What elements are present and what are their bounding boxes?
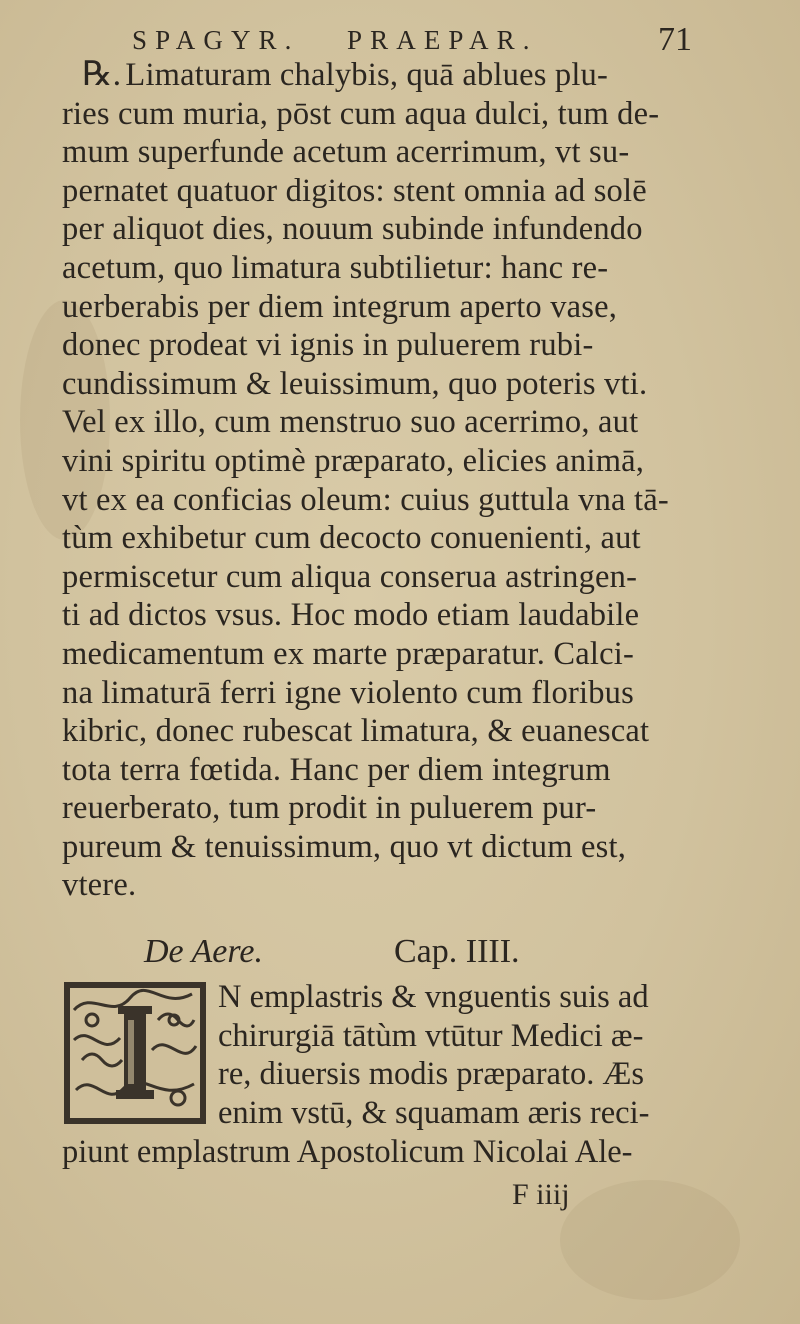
section-title: De Aere. <box>144 933 263 970</box>
text-line <box>62 172 652 211</box>
line-text: permiscetur cum aliqua conserua astringen- <box>62 558 638 595</box>
line-text: ti ad dictos vsus. Hoc modo etiam laudabile <box>62 597 640 634</box>
paragraph-recipe <box>62 56 669 905</box>
woodcut-initial-i-icon <box>62 980 208 1126</box>
page-number: 71 <box>658 21 692 58</box>
text-line <box>62 674 652 713</box>
line-text: pernatet quatuor digitos: stent omnia ad solē <box>62 172 647 209</box>
text-line <box>62 596 652 635</box>
signature-mark: F iiij <box>512 1178 570 1211</box>
line-text: tùm exhibetur cum decocto conuenienti, aut <box>62 520 641 557</box>
text-line: enim vstū, & squamam æris reci- <box>218 1094 650 1131</box>
text-line <box>62 866 652 905</box>
text-line <box>62 828 652 867</box>
text-line <box>62 210 652 249</box>
chapter-heading <box>144 928 604 976</box>
text-line <box>62 403 652 442</box>
line-text: mum superfunde acetum acerrimum, vt su- <box>62 134 630 171</box>
chapter-number: Cap. IIII. <box>394 933 520 970</box>
text-line <box>62 95 660 134</box>
text-line <box>62 558 652 597</box>
line-text: na limaturā ferri igne violento cum floribus <box>62 674 634 711</box>
line-text: vini spiritu optimè præparato, elicies animā, <box>62 442 645 479</box>
line-text: cundissimum & leuissimum, quo poteris vti. <box>62 365 648 402</box>
paragraph-continuation <box>62 1133 752 1172</box>
line-text: Vel ex illo, cum menstruo suo acerrimo, aut <box>62 404 639 441</box>
line-text: vt ex ea conficias oleum: cuius guttula vna tā- <box>62 481 669 518</box>
text-line <box>62 249 652 288</box>
line-text: donec prodeat vi ignis in puluerem rubi- <box>62 327 594 364</box>
text-line <box>62 326 652 365</box>
line-text: per aliquot dies, nouum subinde infundendo <box>62 211 643 248</box>
recipe-symbol: ℞. <box>82 56 122 93</box>
line-text: reuerberato, tum prodit in puluerem pur- <box>62 790 597 827</box>
running-head-left: SPAGYR. <box>132 25 300 55</box>
text-line <box>62 481 669 520</box>
text-line <box>62 288 652 327</box>
text-line <box>62 56 652 95</box>
line-text: kibric, donec rubescat limatura, & euanescat <box>62 713 650 750</box>
text-line <box>62 712 652 751</box>
paragraph-indented <box>218 978 718 1132</box>
decorated-initial <box>62 980 208 1126</box>
text-line <box>62 751 652 790</box>
text-line <box>62 442 652 481</box>
text-line <box>62 635 652 674</box>
text-line <box>62 789 652 828</box>
text-line: chirurgiā tātùm vtūtur Medici æ- <box>218 1017 644 1054</box>
text-line: re, diuersis modis præparato. Æs <box>218 1056 645 1093</box>
line-text: acetum, quo limatura subtilietur: hanc re- <box>62 249 609 286</box>
line-text: ries cum muria, pōst cum aqua dulci, tum de- <box>62 95 660 132</box>
line-text: uerberabis per diem integrum aperto vase, <box>62 288 618 325</box>
text-line <box>62 519 652 558</box>
line-text: Limaturam chalybis, quā ablues plu- <box>125 57 609 93</box>
line-text: vtere. <box>62 867 137 904</box>
running-head-right: PRAEPAR. <box>347 25 538 55</box>
text-line: N emplastris & vnguentis suis ad <box>218 979 649 1015</box>
line-text: medicamentum ex marte præparatur. Calci- <box>62 635 635 672</box>
paper-stain <box>560 1180 740 1300</box>
line-text: tota terra fœtida. Hanc per diem integrum <box>62 751 611 788</box>
text-line <box>62 365 652 404</box>
line-text: pureum & tenuissimum, quo vt dictum est, <box>62 828 627 865</box>
text-line: piunt emplastrum Apostolicum Nicolai Ale- <box>62 1134 633 1170</box>
text-line <box>62 133 652 172</box>
